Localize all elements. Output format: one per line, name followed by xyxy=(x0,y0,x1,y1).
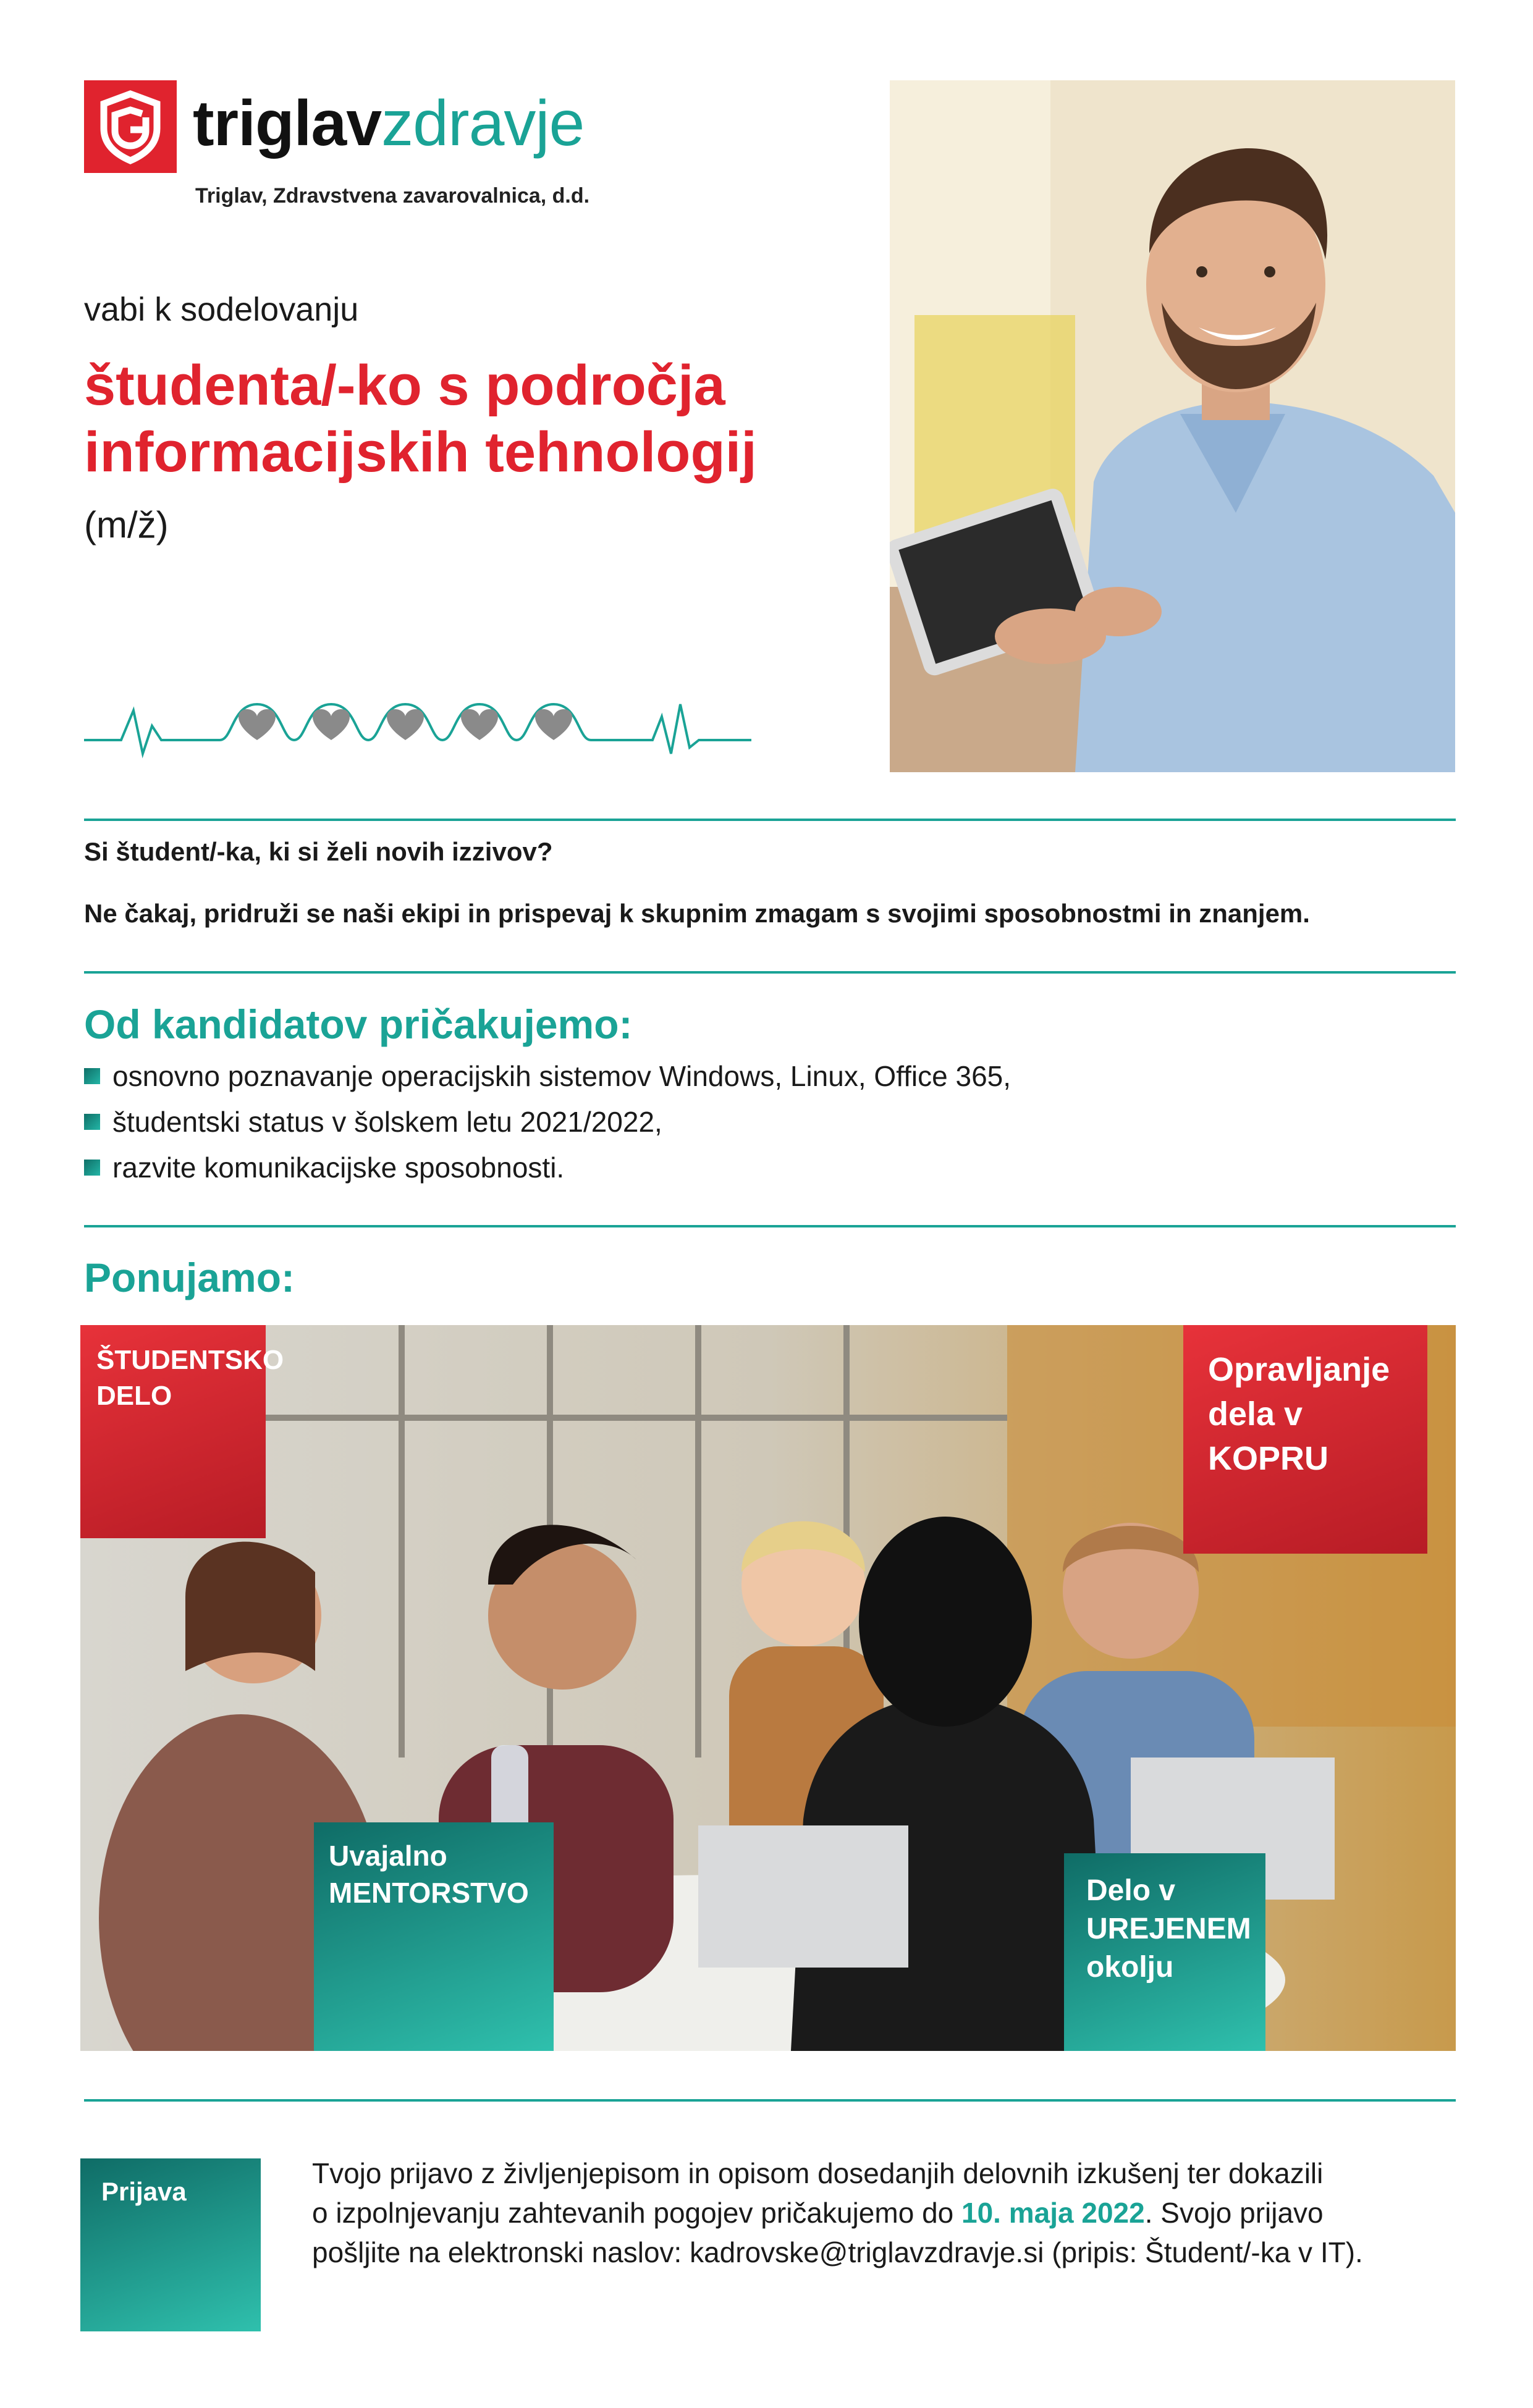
apply-line-text: o izpolnjevanju zahtevanih pogojev pričakujemo do xyxy=(312,2197,962,2229)
divider xyxy=(84,971,1456,974)
tile-work-in-koper xyxy=(1183,1325,1427,1554)
tile-text: Delo v xyxy=(1086,1874,1176,1907)
tile-text: DELO xyxy=(96,1381,172,1411)
gender-note: (m/ž) xyxy=(84,504,169,545)
intro-question: Si študent/-ka, ki si želi novih izzivov? xyxy=(84,837,553,866)
list-item xyxy=(84,1099,1011,1145)
brand-logo-icon xyxy=(84,80,177,173)
apply-label xyxy=(80,2158,261,2331)
apply-line-text: . Svojo prijavo xyxy=(1144,2197,1324,2229)
tile-text: Opravljanje xyxy=(1208,1351,1390,1388)
intro-call: Ne čakaj, pridruži se naši ekipi in prispevaj k skupnim zmagam s svojimi sposobnostmi in znanjem. xyxy=(84,899,1310,928)
apply-line: Tvojo prijavo z življenjepisom in opisom dosedanjih delovnih izkušenj ter dokazili xyxy=(312,2157,1324,2189)
heartbeat-hearts-icon xyxy=(84,692,751,760)
brand-name xyxy=(193,86,584,161)
divider xyxy=(84,2099,1456,2102)
apply-label-text: Prijava xyxy=(101,2177,187,2206)
invite-text: vabi k sodelovanju xyxy=(84,291,359,328)
apply-instructions xyxy=(312,2153,1455,2272)
tile-text: MENTORSTVO xyxy=(329,1877,529,1909)
tile-text: dela v xyxy=(1208,1396,1303,1433)
tile-text: Uvajalno xyxy=(329,1840,447,1872)
list-item xyxy=(84,1145,1011,1190)
tile-student-work xyxy=(80,1325,284,1538)
tile-mentorship xyxy=(314,1822,554,2051)
brand-name-light: zdravje xyxy=(381,88,585,159)
tile-text: KOPRU xyxy=(1208,1440,1329,1477)
divider xyxy=(84,1225,1456,1227)
tile-text: ŠTUDENTSKO xyxy=(96,1345,284,1375)
list-item-text: študentski status v šolskem letu 2021/2022, xyxy=(112,1106,662,1138)
tile-environment xyxy=(1064,1853,1265,2051)
job-title-line1: študenta/-ko s področja xyxy=(84,354,725,417)
offer-title: Ponujamo: xyxy=(84,1255,295,1300)
apply-line: pošljite na elektronski naslov: kadrovske@triglavzdravje.si (pripis: Študent/-ka v IT). xyxy=(312,2236,1363,2268)
list-item-text: osnovno poznavanje operacijskih sistemov Windows, Linux, Office 365, xyxy=(112,1060,1011,1092)
job-title-line2: informacijskih tehnologij xyxy=(84,421,757,484)
apply-deadline: 10. maja 2022 xyxy=(961,2197,1145,2229)
tile-text: okolju xyxy=(1086,1951,1174,1984)
company-name: Triglav, Zdravstvena zavarovalnica, d.d. xyxy=(195,184,590,208)
square-bullet-icon xyxy=(84,1068,100,1084)
apply-line xyxy=(312,2193,1455,2233)
list-item xyxy=(84,1053,1011,1099)
divider xyxy=(84,819,1456,821)
square-bullet-icon xyxy=(84,1160,100,1176)
requirements-title: Od kandidatov pričakujemo: xyxy=(84,1001,633,1047)
brand-name-bold: triglav xyxy=(193,88,382,159)
hero-photo xyxy=(890,80,1455,772)
list-item-text: razvite komunikacijske sposobnosti. xyxy=(112,1151,565,1184)
job-title xyxy=(84,352,887,486)
requirements-list xyxy=(84,1053,1011,1190)
tile-text: UREJENEM xyxy=(1086,1913,1251,1945)
square-bullet-icon xyxy=(84,1114,100,1130)
